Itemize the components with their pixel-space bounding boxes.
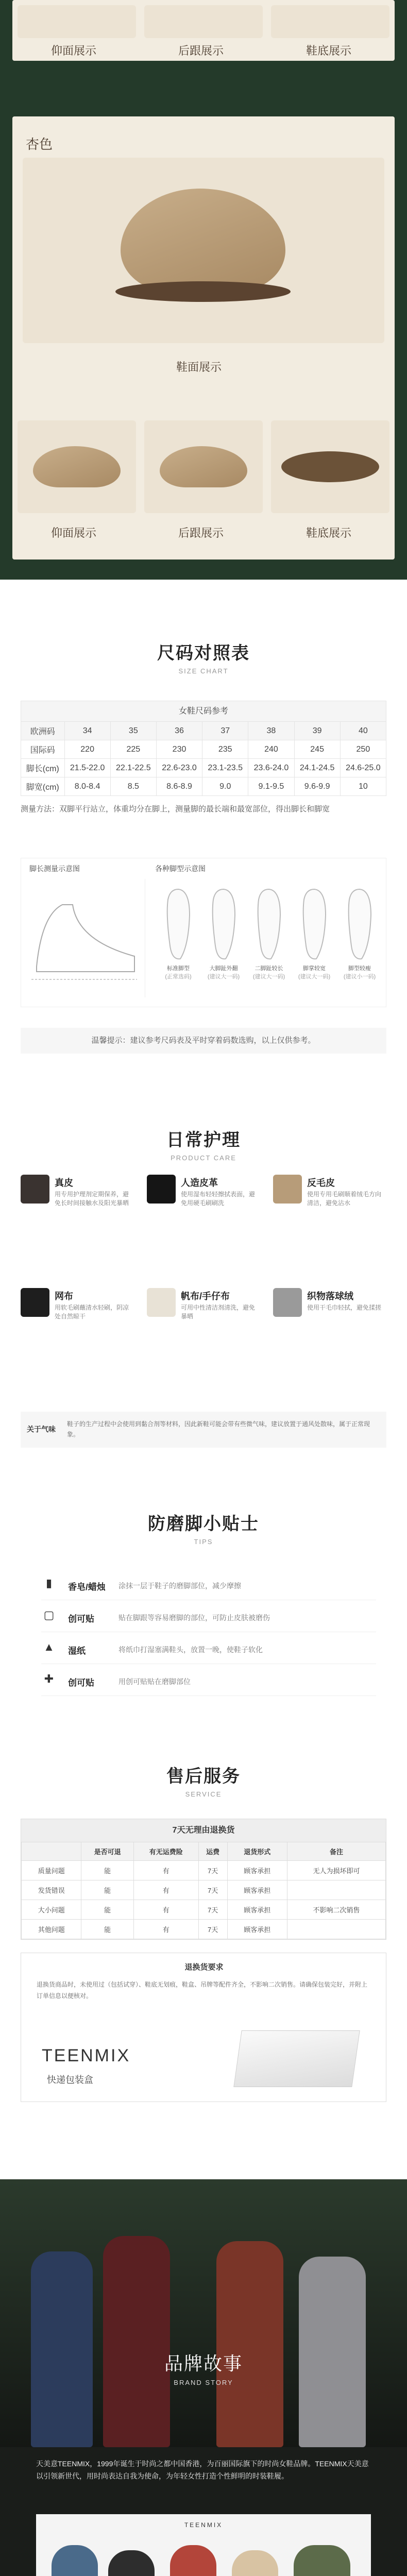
service-cell	[287, 1880, 386, 1900]
service-cell: 有	[133, 1880, 198, 1900]
bag-icon: ▮	[45, 1577, 53, 1589]
tip-item	[41, 1603, 376, 1632]
photo-label: 后跟展示	[178, 44, 224, 57]
service-cell: 顾客承担	[227, 1861, 287, 1880]
section-subtitle: SIZE CHART	[178, 667, 229, 675]
service-row	[22, 1861, 386, 1880]
section-title: 尺码对照表	[157, 643, 250, 663]
brand-collage	[36, 2514, 371, 2576]
size-cell: 38	[248, 722, 294, 740]
material-swatch	[147, 1175, 176, 1204]
shipping-box-image	[233, 2030, 360, 2087]
foot-type-label: 二脚趾较长	[255, 965, 283, 972]
size-row	[21, 777, 386, 796]
shoe-sole	[115, 281, 291, 302]
foot-type	[294, 884, 335, 1003]
section-subtitle: PRODUCT CARE	[171, 1154, 236, 1162]
tip-item	[41, 1667, 376, 1696]
size-cell: 21.5-22.0	[64, 759, 110, 777]
plaster-icon: ▢	[43, 1608, 55, 1621]
size-row-label: 脚长(cm)	[21, 759, 65, 777]
care-item-title: 网布	[55, 1291, 73, 1301]
service-cell: 7天	[198, 1880, 227, 1900]
service-cell: 7天	[198, 1900, 227, 1920]
tip-desc: 将纸巾打湿塞满鞋头，放置一晚，使鞋子软化	[118, 1646, 263, 1654]
size-cell: 250	[340, 740, 386, 759]
size-cell: 35	[110, 722, 156, 740]
measure-note: 测量方法：双脚平行站立，体重均分在脚上，测量脚的最长端和最宽部位，得出脚长和脚宽	[21, 805, 330, 814]
care-item-title: 真皮	[55, 1178, 73, 1188]
tip-desc: 涂抹一层于鞋子的磨脚部位，减少摩擦	[118, 1582, 241, 1590]
foot-outline-icon	[344, 884, 375, 961]
size-cell: 245	[294, 740, 340, 759]
service-cell: 能	[81, 1861, 133, 1880]
service-cell: 顾客承担	[227, 1920, 287, 1939]
care-note	[21, 1412, 386, 1448]
size-cell: 36	[156, 722, 202, 740]
foot-type-sub: (建议大一码)	[298, 974, 331, 980]
foot-diagram	[21, 858, 386, 1007]
shoe-sole	[281, 451, 379, 482]
foot-outline-icon	[299, 884, 330, 961]
care-item-desc: 可用中性清洁剂清洗，避免暴晒	[181, 1304, 256, 1320]
foot-type-label: 脚掌较宽	[303, 965, 326, 972]
size-cell: 9.6-9.9	[294, 777, 340, 796]
tip-desc: 用创可贴贴在磨脚部位	[118, 1677, 191, 1686]
tip-item	[41, 1635, 376, 1664]
foot-type	[248, 884, 290, 1003]
shoe-image	[160, 446, 247, 487]
package-box	[21, 1953, 386, 2102]
material-swatch	[21, 1175, 49, 1204]
brand-photo	[0, 2179, 407, 2447]
model-image	[52, 2545, 98, 2576]
service-cell: 质量问题	[22, 1861, 81, 1880]
section-subtitle: SERVICE	[185, 1790, 222, 1798]
care-item-desc: 使用干毛巾轻拭，避免揉搓	[307, 1304, 382, 1311]
material-swatch	[273, 1175, 302, 1204]
model-image	[108, 2550, 155, 2576]
size-row	[21, 759, 386, 777]
foot-type-sub: (正常选码)	[165, 974, 192, 980]
service-header: 有无运费险	[133, 1842, 198, 1861]
service-cell: 其他问题	[22, 1920, 81, 1939]
care-item-desc: 用专用护理剂定期保养，避免长时间接触水及阳光暴晒	[55, 1191, 129, 1207]
bandage-icon: ✚	[44, 1672, 54, 1685]
photo-label: 仰面展示	[51, 44, 97, 57]
care-note-label: 关于气味	[27, 1425, 56, 1433]
tips-list	[0, 1571, 407, 1705]
main-shoe-photo	[23, 158, 384, 343]
foot-type	[203, 884, 244, 1003]
shoe-photo	[18, 5, 136, 38]
tip-title: 创可贴	[68, 1678, 94, 1688]
care-item-title: 织物落球绒	[307, 1291, 353, 1301]
size-table-title: 女鞋尺码参考	[21, 701, 386, 721]
service-cell: 有	[133, 1920, 198, 1939]
size-row	[21, 740, 386, 759]
shoe-photo	[18, 420, 136, 513]
section-subtitle: TIPS	[194, 1538, 213, 1546]
brand-header	[0, 2349, 407, 2386]
service-cell	[287, 1920, 386, 1939]
product-showcase	[0, 0, 407, 580]
size-section-header	[0, 639, 407, 675]
foot-type-sub: (建议大一码)	[252, 974, 285, 980]
care-item	[273, 1288, 386, 1391]
foot-type-sub: (建议大一码)	[207, 974, 240, 980]
size-cell: 22.6-23.0	[156, 759, 202, 777]
size-cell: 8.6-8.9	[156, 777, 202, 796]
brand-text: 天美意TEENMIX，1999年诞生于时尚之都中国香港，为百丽国际旗下的时尚女鞋品牌。TEENMIX天美意以引领新世代，用时尚表达自我为使命，为年轻女性打造个性鲜明的时装鞋履。	[36, 2460, 369, 2480]
tips-section-header	[0, 1510, 407, 1546]
size-cell: 9.0	[202, 777, 248, 796]
foot-outline-icon	[253, 884, 284, 961]
service-cell: 有	[133, 1861, 198, 1880]
tip-title: 湿纸	[68, 1646, 86, 1656]
shoe-image	[121, 189, 285, 292]
brand-story	[0, 2179, 407, 2576]
service-row	[22, 1920, 386, 1939]
size-cell: 235	[202, 740, 248, 759]
model-image	[216, 2241, 283, 2447]
collage-logo: TEENMIX	[184, 2521, 223, 2529]
section-subtitle: BRAND STORY	[174, 2379, 233, 2386]
product-card-1	[12, 0, 395, 61]
product-card-2	[12, 116, 395, 560]
foot-side-diagram	[26, 884, 145, 987]
model-image	[294, 2545, 350, 2576]
material-swatch	[147, 1288, 176, 1317]
box-label: 快递包装盒	[47, 2075, 93, 2085]
size-cell: 23.1-23.5	[202, 759, 248, 777]
photo-label: 仰面展示	[51, 527, 97, 539]
care-grid	[21, 1175, 386, 1406]
tip-title: 香皂/蜡烛	[68, 1582, 106, 1592]
photo-label: 鞋面展示	[176, 361, 222, 374]
size-cell: 40	[340, 722, 386, 740]
diagram-title: 各种脚型示意图	[155, 865, 206, 873]
foot-type-label: 大脚趾外翻	[209, 965, 238, 972]
size-cell: 37	[202, 722, 248, 740]
section-title: 售后服务	[166, 1767, 241, 1786]
service-header: 退货形式	[227, 1842, 287, 1861]
care-item	[21, 1288, 134, 1391]
service-cell: 顾客承担	[227, 1900, 287, 1920]
care-note-text: 鞋子的生产过程中会使用到黏合剂等材料，因此新鞋可能会带有些微气味，建议放置于通风处散味，属于正常现象。	[67, 1420, 370, 1438]
color-label: 杏色	[26, 137, 53, 152]
size-cell: 230	[156, 740, 202, 759]
service-cell: 能	[81, 1900, 133, 1920]
material-swatch	[21, 1288, 49, 1317]
service-header: 是否可退	[81, 1842, 133, 1861]
care-item-title: 反毛皮	[307, 1178, 335, 1188]
foot-outline-icon	[163, 884, 194, 961]
size-cell: 225	[110, 740, 156, 759]
service-row	[22, 1900, 386, 1920]
foot-type-sub: (建议小一码)	[343, 974, 376, 980]
diagram-title: 脚长测量示意图	[29, 865, 80, 873]
photo-label: 后跟展示	[178, 527, 224, 539]
section-title: 防磨脚小贴士	[148, 1514, 259, 1534]
size-cell: 24.1-24.5	[294, 759, 340, 777]
package-title: 退换货要求	[184, 1963, 224, 1972]
service-table-wrap	[21, 1819, 386, 1940]
care-item	[147, 1288, 260, 1391]
photo-label: 鞋底展示	[306, 44, 352, 57]
service-cell: 能	[81, 1880, 133, 1900]
service-header	[22, 1842, 81, 1861]
tip-desc: 贴在脚跟等容易磨脚的部位，可防止皮肤被磨伤	[118, 1614, 270, 1622]
care-section-header	[0, 1126, 407, 1162]
size-row-label: 欧洲码	[21, 722, 65, 740]
service-cell: 7天	[198, 1920, 227, 1939]
size-row-label: 脚宽(cm)	[21, 777, 65, 796]
model-image	[103, 2236, 170, 2447]
size-row-label: 国际码	[21, 740, 65, 759]
shoe-photo	[144, 420, 263, 513]
shoe-photo	[144, 5, 263, 38]
care-item-desc: 用软毛刷蘸清水轻刷，阴凉处自然晾干	[55, 1304, 129, 1320]
size-cell: 24.6-25.0	[340, 759, 386, 777]
model-image	[170, 2545, 216, 2576]
service-cell: 不影响二次销售	[287, 1900, 386, 1920]
service-cell: 大小问题	[22, 1900, 81, 1920]
size-cell: 220	[64, 740, 110, 759]
brand-logo: TEENMIX	[42, 2046, 131, 2065]
shoe-image	[33, 446, 121, 487]
care-item-title: 帆布/手仔布	[181, 1291, 230, 1301]
size-cell: 240	[248, 740, 294, 759]
service-section-header	[0, 1762, 407, 1798]
size-cell: 34	[64, 722, 110, 740]
care-item	[21, 1175, 134, 1278]
size-cell: 8.0-8.4	[64, 777, 110, 796]
shoe-photo	[271, 5, 389, 38]
size-cell: 8.5	[110, 777, 156, 796]
service-header: 备注	[287, 1842, 386, 1861]
service-cell: 无人为损坏即可	[287, 1861, 386, 1880]
care-item	[273, 1175, 386, 1278]
size-table-wrap	[21, 701, 386, 814]
photo-label: 鞋底展示	[306, 527, 352, 539]
size-row	[21, 722, 386, 740]
foot-type	[339, 884, 380, 1003]
foot-type-label: 标准脚型	[167, 965, 190, 972]
service-header: 运费	[198, 1842, 227, 1861]
tip-item	[41, 1571, 376, 1600]
shoe-photo	[271, 420, 389, 513]
service-table-title: 7天无理由退换货	[21, 1819, 386, 1842]
service-cell: 发货错误	[22, 1880, 81, 1900]
package-text: 退换货商品时，未使用过（包括试穿）、鞋底无划痕，鞋盒、吊牌等配件齐全，不影响二次销售。请确保包装完好，并附上订单信息以便核对。	[37, 1981, 368, 1999]
size-cell: 10	[340, 777, 386, 796]
service-table	[21, 1842, 386, 1939]
section-title: 品牌故事	[164, 2353, 243, 2374]
bottle-icon: ▲	[43, 1640, 55, 1653]
care-item-desc: 使用湿布轻轻擦拭表面，避免用硬毛刷刷洗	[181, 1191, 256, 1207]
service-row	[22, 1880, 386, 1900]
care-item	[147, 1175, 260, 1278]
size-table	[21, 721, 386, 796]
service-cell: 能	[81, 1920, 133, 1939]
care-item-desc: 使用专用毛刷顺着绒毛方向清洁，避免沾水	[307, 1191, 382, 1207]
service-cell: 有	[133, 1900, 198, 1920]
size-cell: 9.1-9.5	[248, 777, 294, 796]
care-item-title: 人造皮革	[181, 1178, 218, 1188]
section-title: 日常护理	[166, 1130, 241, 1150]
foot-type	[158, 884, 199, 1003]
size-reminder: 温馨提示：建议参考尺码表及平时穿着码数选购，以上仅供参考。	[21, 1028, 386, 1054]
size-cell: 23.6-24.0	[248, 759, 294, 777]
size-cell: 39	[294, 722, 340, 740]
service-cell: 顾客承担	[227, 1880, 287, 1900]
size-cell: 22.1-22.5	[110, 759, 156, 777]
model-image	[232, 2550, 278, 2576]
material-swatch	[273, 1288, 302, 1317]
service-cell: 7天	[198, 1861, 227, 1880]
foot-outline-icon	[208, 884, 239, 961]
foot-type-label: 脚型较瘦	[348, 965, 371, 972]
tip-title: 创可贴	[68, 1614, 94, 1624]
